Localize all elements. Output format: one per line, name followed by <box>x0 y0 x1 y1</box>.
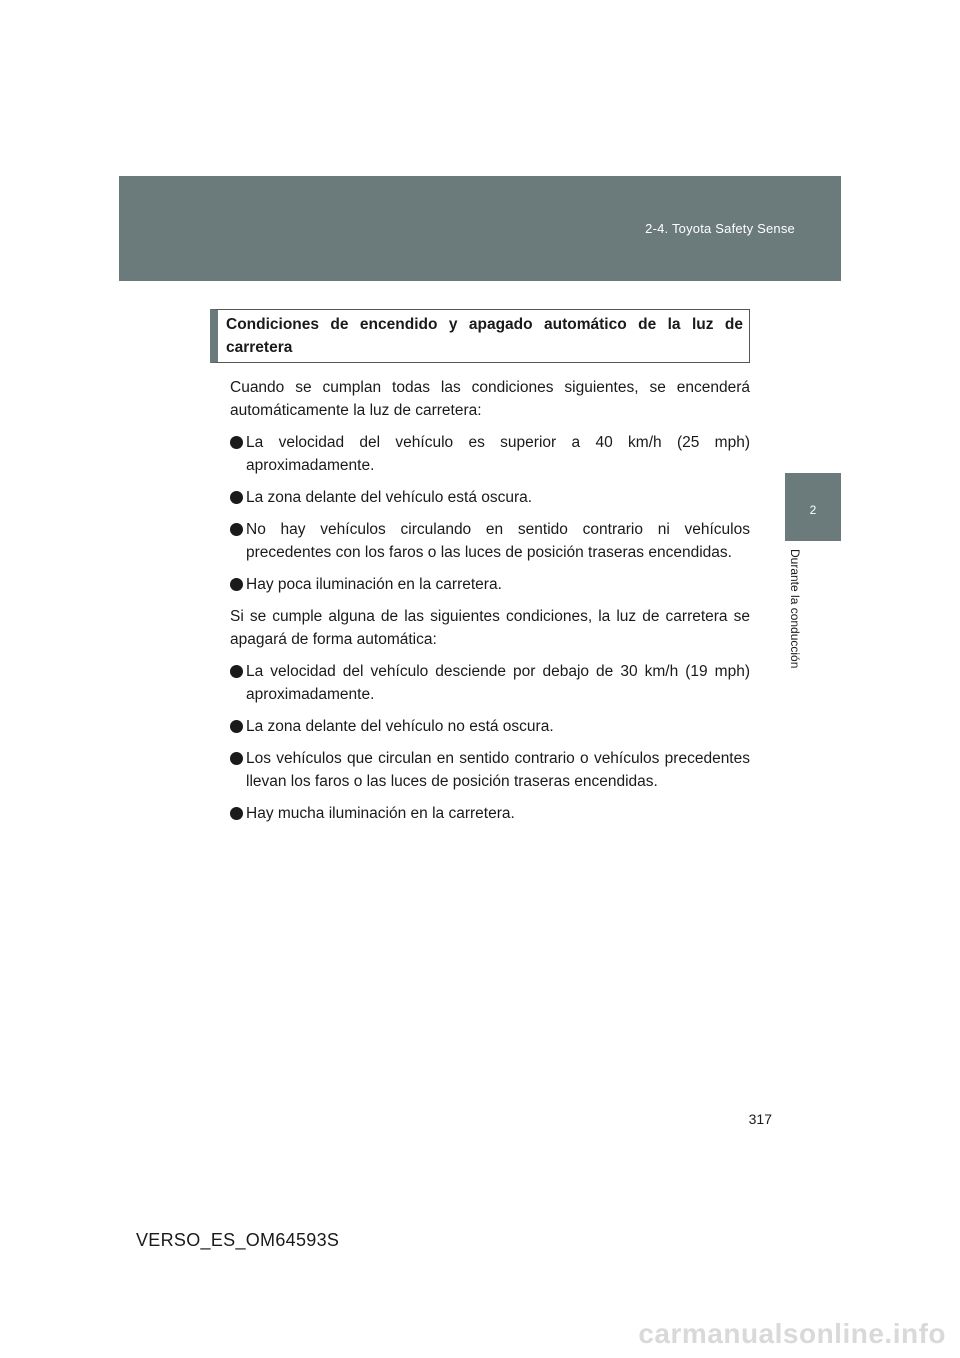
bullet-icon <box>230 491 243 504</box>
bullet-icon <box>230 665 243 678</box>
chapter-tab <box>785 473 841 541</box>
watermark: carmanualsonline.info <box>638 1318 946 1349</box>
list-item-text: La zona delante del vehículo está oscura. <box>246 489 533 506</box>
intro-on-paragraph: Cuando se cumplan todas las condiciones siguientes, se encenderá automáticamente la luz de carretera: <box>230 379 750 419</box>
document-code: VERSO_ES_OM64593S <box>136 1230 340 1250</box>
chapter-title: Durante la conducción <box>788 549 802 669</box>
list-item <box>230 486 750 509</box>
bullet-icon <box>230 807 243 820</box>
list-item <box>230 715 750 738</box>
bullet-icon <box>230 752 243 765</box>
chapter-number: 2 <box>809 503 817 517</box>
section-heading: 2-4. Toyota Safety Sense <box>645 221 795 236</box>
list-item <box>230 518 750 564</box>
list-item-text: Los vehículos que circulan en sentido contrario o vehículos precedentes llevan los faros o las luces de posición traseras encendidas. <box>246 750 750 790</box>
bullet-icon <box>230 436 243 449</box>
list-item-text: Hay poca iluminación en la carretera. <box>246 576 502 593</box>
header-band <box>119 176 841 281</box>
bullet-icon <box>230 720 243 733</box>
bullet-icon <box>230 578 243 591</box>
page-number: 317 <box>748 1111 772 1127</box>
list-item <box>230 573 750 596</box>
list-item <box>230 431 750 477</box>
list-item-text: La velocidad del vehículo es superior a 40 km/h (25 mph) aproximadamente. <box>246 434 750 474</box>
list-item-text: Hay mucha iluminación en la carretera. <box>246 805 515 822</box>
list-item-text: No hay vehículos circulando en sentido contrario ni vehículos precedentes con los faros o las luces de posición traseras encendidas. <box>246 521 750 561</box>
list-item <box>230 660 750 706</box>
list-item-text: La zona delante del vehículo no está oscura. <box>246 718 554 735</box>
list-item-text: La velocidad del vehículo desciende por debajo de 30 km/h (19 mph) aproximadamente. <box>246 663 750 703</box>
main-content <box>210 309 750 834</box>
section-title: Condiciones de encendido y apagado automático de la luz de carretera <box>210 309 750 363</box>
bullet-icon <box>230 523 243 536</box>
list-item <box>230 747 750 793</box>
list-item <box>230 802 750 825</box>
intro-off-paragraph: Si se cumple alguna de las siguientes condiciones, la luz de carretera se apagará de forma automática: <box>230 608 750 648</box>
